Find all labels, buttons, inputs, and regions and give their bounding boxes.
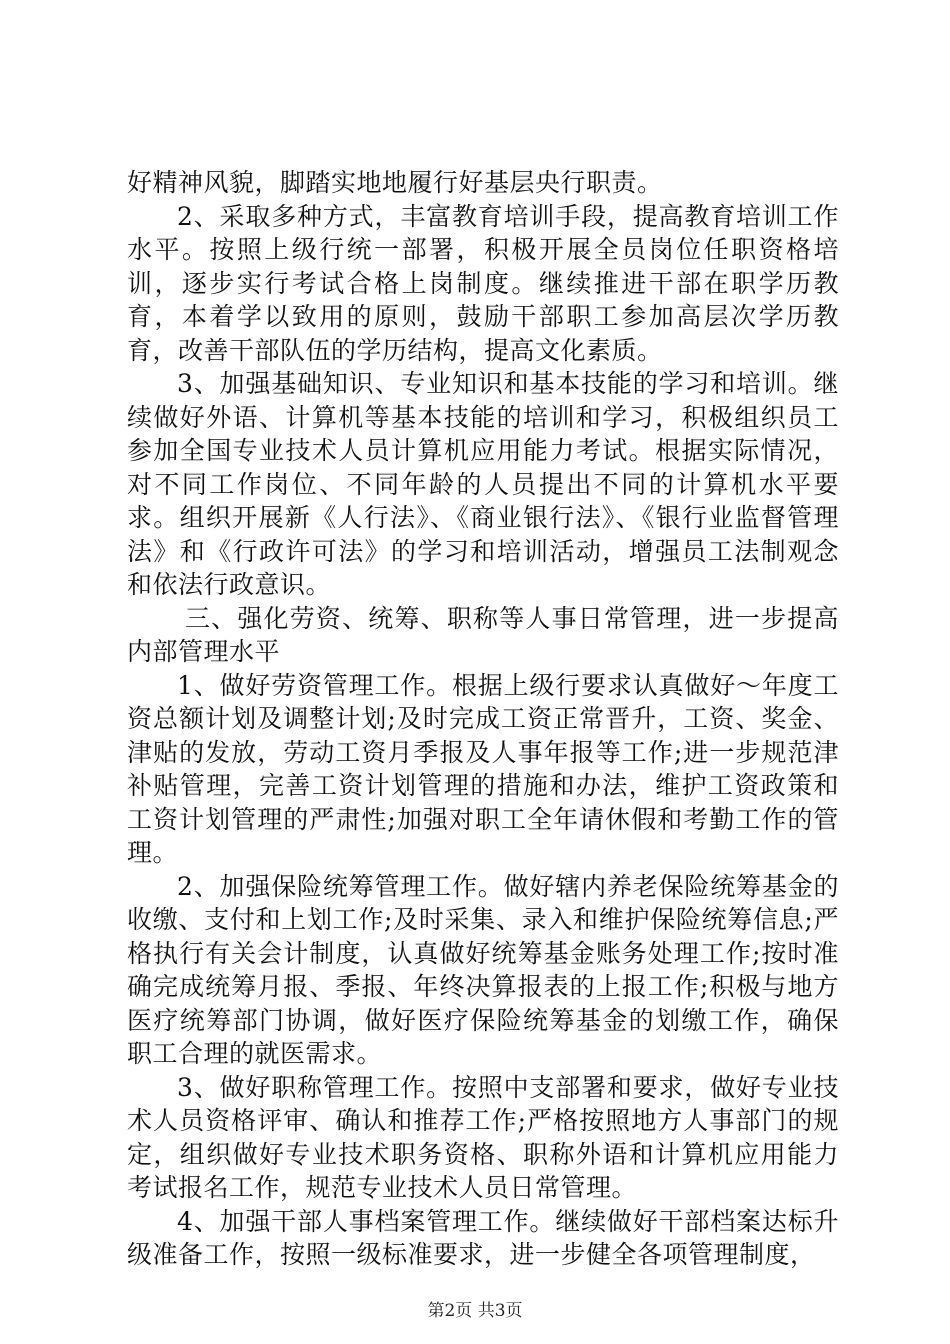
paragraph-item-1-payroll: 1、做好劳资管理工作。根据上级行要求认真做好～年度工资总额计划及调整计划;及时完成工资正常晋升，工资、奖金、津贴的发放，劳动工资月季报及人事年报等工作;进一步规范津补贴管理，完善工资计划管理的措施和办法，维护工资政策和工资计划管理的严肃性;加强对职工全年请休假和考勤工作的管理。	[127, 670, 839, 867]
paragraph-item-2-training: 2、采取多种方式，丰富教育培训手段，提高教育培训工作水平。按照上级行统一部署，积极开展全员岗位任职资格培训，逐步实行考试合格上岗制度。继续推进干部在职学历教育，本着学以致用的原则，鼓励干部职工参加高层次学历教育，改善干部队伍的学历结构，提高文化素质。	[127, 201, 839, 365]
section-heading-three: 三、强化劳资、统筹、职称等人事日常管理，进一步提高内部管理水平	[127, 603, 839, 666]
paragraph-continuation: 好精神风貌，脚踏实地地履行好基层央行职责。	[127, 168, 663, 197]
paragraph-item-3-titles: 3、做好职称管理工作。按照中支部署和要求，做好专业技术人员资格评审、确认和推荐工作;严格按照地方人事部门的规定，组织做好专业技术职务资格、职称外语和计算机应用能力考试报名工作，规范专业技术人员日常管理。	[127, 1072, 839, 1202]
paragraph-item-4-archives: 4、加强干部人事档案管理工作。继续做好干部档案达标升级准备工作，按照一级标准要求，进一步健全各项管理制度，	[127, 1206, 839, 1269]
document-body	[127, 166, 839, 1272]
paragraph-item-3-skills: 3、加强基础知识、专业知识和基本技能的学习和培训。继续做好外语、计算机等基本技能的培训和学习，积极组织员工参加全国专业技术人员计算机应用能力考试。根据实际情况，对不同工作岗位、不同年龄的人员提出不同的计算机水平要求。组织开展新《人行法》、《商业银行法》、《银行业监督管理法》和《行政许可法》的学习和培训活动，增强员工法制观念和依法行政意识。	[127, 369, 839, 599]
page-number-footer: 第2页 共3页	[427, 1301, 523, 1321]
paragraph-item-2-insurance: 2、加强保险统筹管理工作。做好辖内养老保险统筹基金的收缴、支付和上划工作;及时采集、录入和维护保险统筹信息;严格执行有关会计制度，认真做好统筹基金账务处理工作;按时准确完成统筹月报、季报、年终决算报表的上报工作;积极与地方医疗统筹部门协调，做好医疗保险统筹基金的划缴工作，确保职工合理的就医需求。	[127, 871, 839, 1068]
